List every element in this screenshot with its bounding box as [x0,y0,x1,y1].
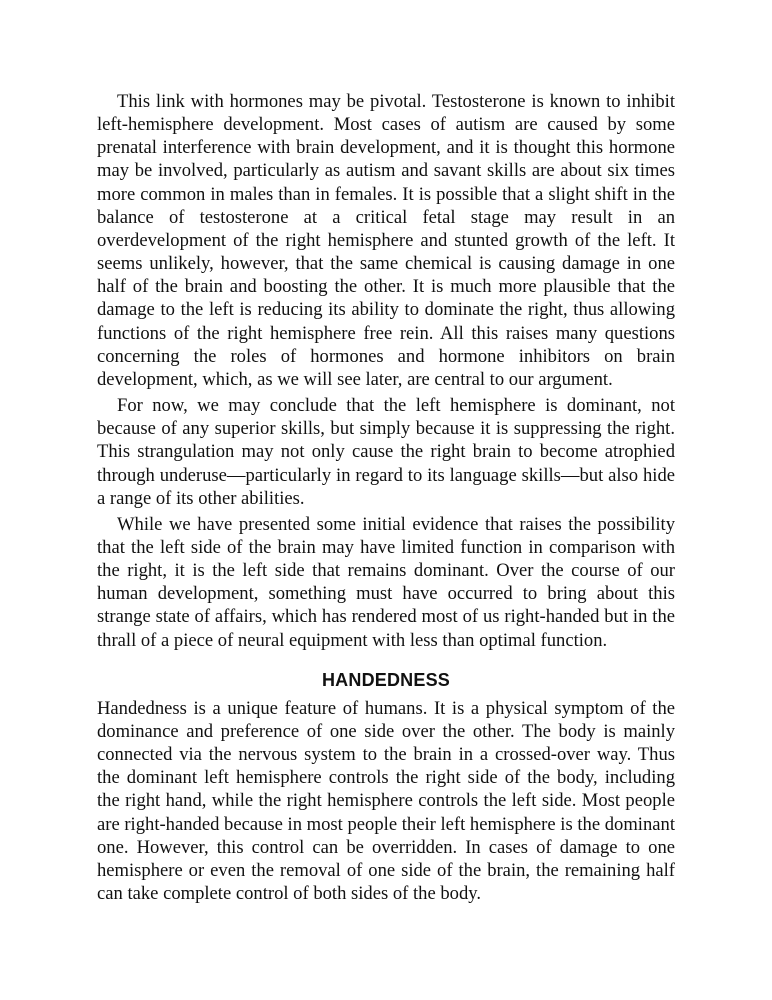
document-page [97,90,675,908]
section-heading-handedness: HANDEDNESS [321,669,451,690]
paragraph-hormones: This link with hormones may be pivotal. Testosterone is known to inhibit left-hemisphere development. Most cases of autism are caused by some prenatal interference with brain development, and it is thought this hormone may be involved, particularly as autism and savant skills are about six times more common in males than in females. It is possible that a slight shift in the balance of testosterone at a critical fetal stage may result in an overdevelopment of the right hemisphere and stunted growth of the left. It seems unlikely, however, that the same chemical is causing damage in one half of the brain and boosting the other. It is much more plausible that the damage to the left is reducing its ability to dominate the right, thus allowing functions of the right hemisphere free rein. All this raises many questions concerning the roles of hormones and hormone inhibitors on brain development, which, as we will see later, are central to our argument. [97,91,675,390]
paragraph-handedness: Handedness is a unique feature of humans. It is a physical symptom of the dominance and preference of one side over the other. The body is mainly connected via the nervous system to the brain in a crossed-over way. Thus the dominant left hemisphere controls the right side of the body, including the right hand, while the right hemisphere controls the left side. Most people are right-handed because in most people their left hemisphere is the dominant one. However, this control can be overridden. In cases of damage to one hemisphere or even the removal of one side of the brain, the remaining half can take complete control of both sides of the body. [97,697,675,904]
paragraph-left-hemisphere-dominant: For now, we may conclude that the left hemisphere is dominant, not because of any superior skills, but simply because it is suppressing the right. This strangulation may not only cause the right brain to become atrophied through underuse—particularly in regard to its language skills—but also hide a range of its other abilities. [97,395,675,509]
paragraph-limited-function: While we have presented some initial evidence that raises the possibility that the left side of the brain may have limited function in comparison with the right, it is the left side that remains dominant. Over the course of our human development, something must have occurred to bring about this strange state of affairs, which has rendered most of us right-handed but in the thrall of a piece of neural equipment with less than optimal function. [97,513,675,651]
